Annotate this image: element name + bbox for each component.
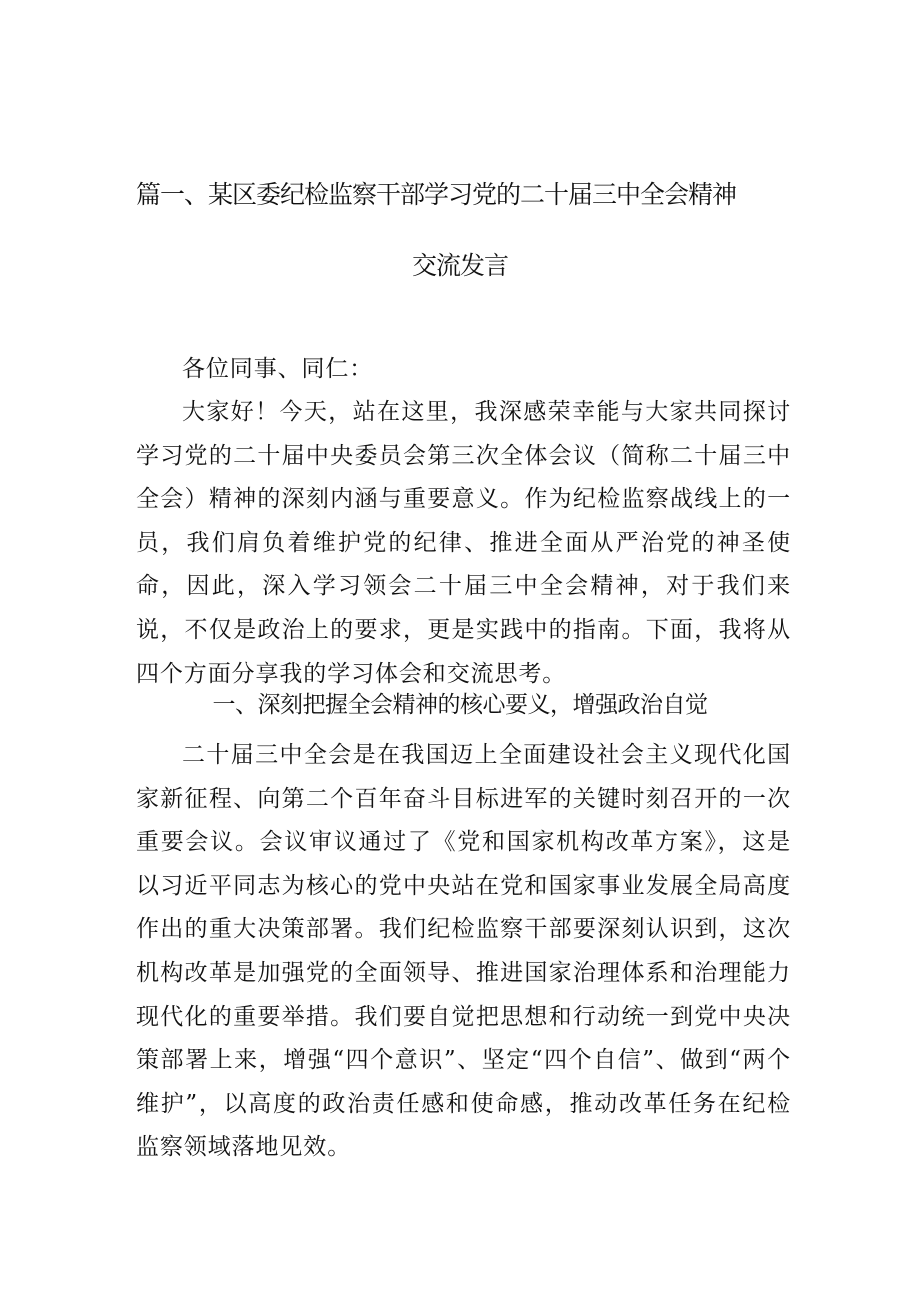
section-heading-1: 一、深刻把握全会精神的核心要义，增强政治自觉 [212,692,708,718]
section1-paragraph: 二十届三中全会是在我国迈上全面建设社会主义现代化国家新征程、向第二个百年奋斗目标进军的关键时刻召开的一次重要会议。会议审议通过了《党和国家机构改革方案》，这是以习近平同志为核心的党中央站在党和国家事业发展全局高度作出的重大决策部署。我们纪检监察干部要深刻认识到，这次机构改革是加强党的全面领导、推进国家治理体系和治理能力现代化的重要举措。我们要自觉把思想和行动统一到党中央决策部署上来，增强“四个意识”、坚定“四个自信”、做到“两个维护”，以高度的政治责任感和使命感，推动改革任务在纪检监察领域落地见效。 [136,742,791,1161]
greeting-text: 各位同事、同仁： [182,356,374,382]
greeting-line [136,348,791,392]
document-title-line1: 篇一、某区委纪检监察干部学习党的二十届三中全会精神 [136,180,737,209]
opening-paragraph: 大家好！今天，站在这里，我深感荣幸能与大家共同探讨学习党的二十届中央委员会第三次全体会议（简称二十届三中全会）精神的深刻内涵与重要意义。作为纪检监察战线上的一员，我们肩负着维护党的纪律、推进全面从严治党的神圣使命，因此，深入学习领会二十届三中全会精神，对于我们来说，不仅是政治上的要求，更是实践中的指南。下面，我将从四个方面分享我的学习体会和交流思考。 [136,399,791,687]
document-title-line2: 交流发言 [411,251,508,280]
